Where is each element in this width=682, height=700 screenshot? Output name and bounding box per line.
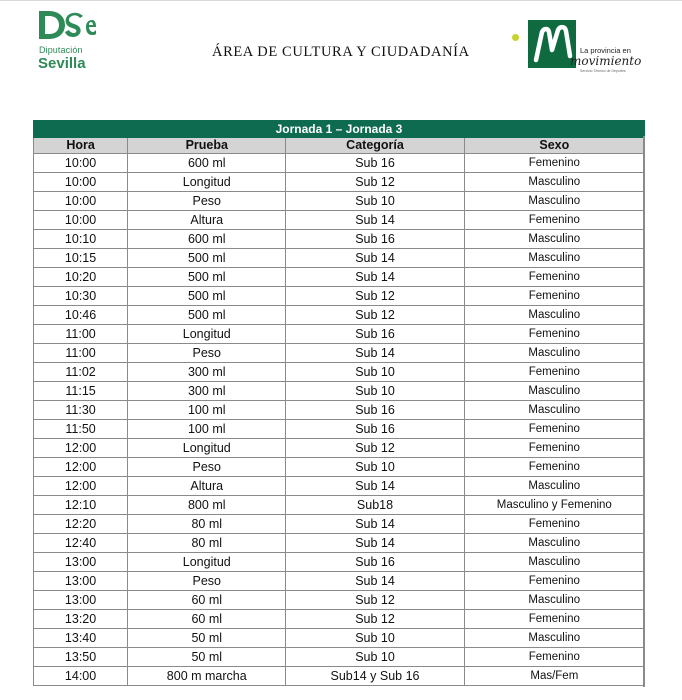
cell-categoria: Sub14 y Sub 16 <box>286 667 464 686</box>
table-row <box>34 287 645 306</box>
cell-prueba: Peso <box>128 344 286 363</box>
cell-prueba: 500 ml <box>128 268 286 287</box>
table-row <box>34 154 645 173</box>
cell-sexo: Masculino <box>464 629 644 648</box>
cell-sexo: Mas/Fem <box>464 667 644 686</box>
cell-prueba: Longitud <box>128 325 286 344</box>
cell-hora: 10:00 <box>34 173 128 192</box>
cell-prueba: Peso <box>128 458 286 477</box>
cell-sexo: Femenino <box>464 648 644 667</box>
table-title: Jornada 1 – Jornada 3 <box>34 121 645 138</box>
table-row <box>34 344 645 363</box>
cell-sexo: Masculino <box>464 553 644 572</box>
cell-sexo: Femenino <box>464 325 644 344</box>
cell-hora: 10:00 <box>34 192 128 211</box>
table-row <box>34 211 645 230</box>
cell-hora: 12:20 <box>34 515 128 534</box>
cell-hora: 12:00 <box>34 458 128 477</box>
cell-categoria: Sub 14 <box>286 211 464 230</box>
cell-categoria: Sub 14 <box>286 477 464 496</box>
cell-hora: 12:40 <box>34 534 128 553</box>
cell-prueba: 500 ml <box>128 306 286 325</box>
cell-prueba: Altura <box>128 211 286 230</box>
cell-sexo: Masculino <box>464 382 644 401</box>
cell-prueba: Longitud <box>128 553 286 572</box>
cell-categoria: Sub 12 <box>286 610 464 629</box>
column-header-categoria: Categoría <box>286 138 464 154</box>
cell-categoria: Sub 10 <box>286 192 464 211</box>
cell-hora: 10:20 <box>34 268 128 287</box>
cell-sexo: Masculino <box>464 401 644 420</box>
cell-prueba: 600 ml <box>128 154 286 173</box>
table-row <box>34 515 645 534</box>
cell-categoria: Sub 14 <box>286 534 464 553</box>
cell-prueba: 60 ml <box>128 591 286 610</box>
campaign-line2: movimiento <box>570 54 642 68</box>
cell-prueba: 800 m marcha <box>128 667 286 686</box>
cell-hora: 11:30 <box>34 401 128 420</box>
table-row <box>34 173 645 192</box>
cell-sexo: Masculino <box>464 173 644 192</box>
provincia-en-movimiento-logo <box>508 16 658 76</box>
table-right-border <box>643 136 645 687</box>
table-row <box>34 192 645 211</box>
table-row <box>34 439 645 458</box>
cell-categoria: Sub 12 <box>286 591 464 610</box>
table-row <box>34 306 645 325</box>
table-body <box>34 154 645 686</box>
cell-categoria: Sub 16 <box>286 230 464 249</box>
table-row <box>34 496 645 515</box>
cell-prueba: 50 ml <box>128 629 286 648</box>
cell-sexo: Femenino <box>464 458 644 477</box>
cell-prueba: 80 ml <box>128 534 286 553</box>
logo-title: Sevilla <box>38 55 86 72</box>
table-title-row <box>34 121 645 138</box>
cell-prueba: Longitud <box>128 173 286 192</box>
table-row <box>34 629 645 648</box>
table-row <box>34 382 645 401</box>
cell-categoria: Sub 10 <box>286 629 464 648</box>
table-row <box>34 534 645 553</box>
table-row <box>34 363 645 382</box>
cell-hora: 13:00 <box>34 572 128 591</box>
cell-prueba: 600 ml <box>128 230 286 249</box>
cell-categoria: Sub 12 <box>286 439 464 458</box>
dse-monogram-icon <box>36 8 96 44</box>
cell-categoria: Sub 16 <box>286 325 464 344</box>
cell-prueba: 50 ml <box>128 648 286 667</box>
cell-categoria: Sub 14 <box>286 515 464 534</box>
cell-categoria: Sub 12 <box>286 306 464 325</box>
cell-sexo: Masculino <box>464 477 644 496</box>
cell-prueba: 60 ml <box>128 610 286 629</box>
cell-sexo: Femenino <box>464 287 644 306</box>
cell-sexo: Femenino <box>464 268 644 287</box>
cell-categoria: Sub 10 <box>286 363 464 382</box>
cell-hora: 13:20 <box>34 610 128 629</box>
cell-hora: 14:00 <box>34 667 128 686</box>
table-row <box>34 268 645 287</box>
cell-categoria: Sub 12 <box>286 287 464 306</box>
cell-hora: 10:15 <box>34 249 128 268</box>
cell-sexo: Masculino <box>464 230 644 249</box>
cell-hora: 13:50 <box>34 648 128 667</box>
cell-hora: 10:30 <box>34 287 128 306</box>
diputacion-sevilla-logo <box>36 8 106 72</box>
cell-sexo: Masculino <box>464 306 644 325</box>
cell-hora: 11:15 <box>34 382 128 401</box>
cell-sexo: Masculino <box>464 591 644 610</box>
table-row <box>34 591 645 610</box>
cell-categoria: Sub 16 <box>286 154 464 173</box>
cell-sexo: Femenino <box>464 211 644 230</box>
cell-sexo: Masculino <box>464 344 644 363</box>
cell-hora: 13:40 <box>34 629 128 648</box>
cell-prueba: 500 ml <box>128 287 286 306</box>
cell-categoria: Sub 16 <box>286 401 464 420</box>
cell-hora: 12:00 <box>34 439 128 458</box>
lime-dot-icon <box>512 34 519 41</box>
table-row <box>34 230 645 249</box>
cell-prueba: 500 ml <box>128 249 286 268</box>
table-row <box>34 325 645 344</box>
campaign-tiny: Servicio Técnico de Deportes <box>580 69 626 73</box>
cell-hora: 11:02 <box>34 363 128 382</box>
cell-sexo: Femenino <box>464 610 644 629</box>
cell-hora: 10:46 <box>34 306 128 325</box>
cell-sexo: Femenino <box>464 420 644 439</box>
cell-hora: 13:00 <box>34 553 128 572</box>
cell-categoria: Sub 16 <box>286 420 464 439</box>
cell-categoria: Sub 12 <box>286 173 464 192</box>
cell-prueba: 300 ml <box>128 363 286 382</box>
table-row <box>34 572 645 591</box>
cell-categoria: Sub 10 <box>286 458 464 477</box>
cell-categoria: Sub 10 <box>286 648 464 667</box>
cell-sexo: Femenino <box>464 572 644 591</box>
table-row <box>34 610 645 629</box>
cell-sexo: Femenino <box>464 363 644 382</box>
cell-sexo: Masculino <box>464 249 644 268</box>
cell-hora: 11:00 <box>34 325 128 344</box>
cell-hora: 10:00 <box>34 211 128 230</box>
cell-sexo: Masculino <box>464 192 644 211</box>
cell-prueba: Altura <box>128 477 286 496</box>
table-row <box>34 667 645 686</box>
campaign-line1: La provincia en <box>580 46 631 55</box>
table-row <box>34 401 645 420</box>
cell-prueba: Longitud <box>128 439 286 458</box>
cell-prueba: 100 ml <box>128 420 286 439</box>
cell-prueba: Peso <box>128 192 286 211</box>
table-row <box>34 420 645 439</box>
cell-sexo: Masculino <box>464 534 644 553</box>
table-row <box>34 553 645 572</box>
cell-categoria: Sub 14 <box>286 344 464 363</box>
table-row <box>34 477 645 496</box>
n-mark-icon <box>528 20 576 68</box>
cell-categoria: Sub 14 <box>286 572 464 591</box>
column-header-prueba: Prueba <box>128 138 286 154</box>
cell-prueba: Peso <box>128 572 286 591</box>
cell-categoria: Sub 16 <box>286 553 464 572</box>
cell-hora: 10:00 <box>34 154 128 173</box>
top-rule <box>0 0 682 1</box>
schedule-table <box>33 120 645 686</box>
table-row <box>34 249 645 268</box>
table-row <box>34 648 645 667</box>
cell-categoria: Sub18 <box>286 496 464 515</box>
cell-hora: 12:10 <box>34 496 128 515</box>
cell-sexo: Femenino <box>464 154 644 173</box>
cell-prueba: 300 ml <box>128 382 286 401</box>
cell-hora: 13:00 <box>34 591 128 610</box>
cell-hora: 11:00 <box>34 344 128 363</box>
cell-categoria: Sub 14 <box>286 249 464 268</box>
cell-hora: 11:50 <box>34 420 128 439</box>
column-header-sexo: Sexo <box>464 138 644 154</box>
cell-sexo: Masculino y Femenino <box>464 496 644 515</box>
logo-subtitle: Diputación <box>39 45 83 55</box>
cell-hora: 12:00 <box>34 477 128 496</box>
table-header-row <box>34 138 645 154</box>
cell-sexo: Femenino <box>464 515 644 534</box>
page-title: ÁREA DE CULTURA Y CIUDADANÍA <box>212 44 470 60</box>
table-row <box>34 458 645 477</box>
cell-prueba: 100 ml <box>128 401 286 420</box>
cell-prueba: 80 ml <box>128 515 286 534</box>
cell-hora: 10:10 <box>34 230 128 249</box>
cell-prueba: 800 ml <box>128 496 286 515</box>
cell-categoria: Sub 14 <box>286 268 464 287</box>
cell-sexo: Femenino <box>464 439 644 458</box>
column-header-hora: Hora <box>34 138 128 154</box>
cell-categoria: Sub 10 <box>286 382 464 401</box>
